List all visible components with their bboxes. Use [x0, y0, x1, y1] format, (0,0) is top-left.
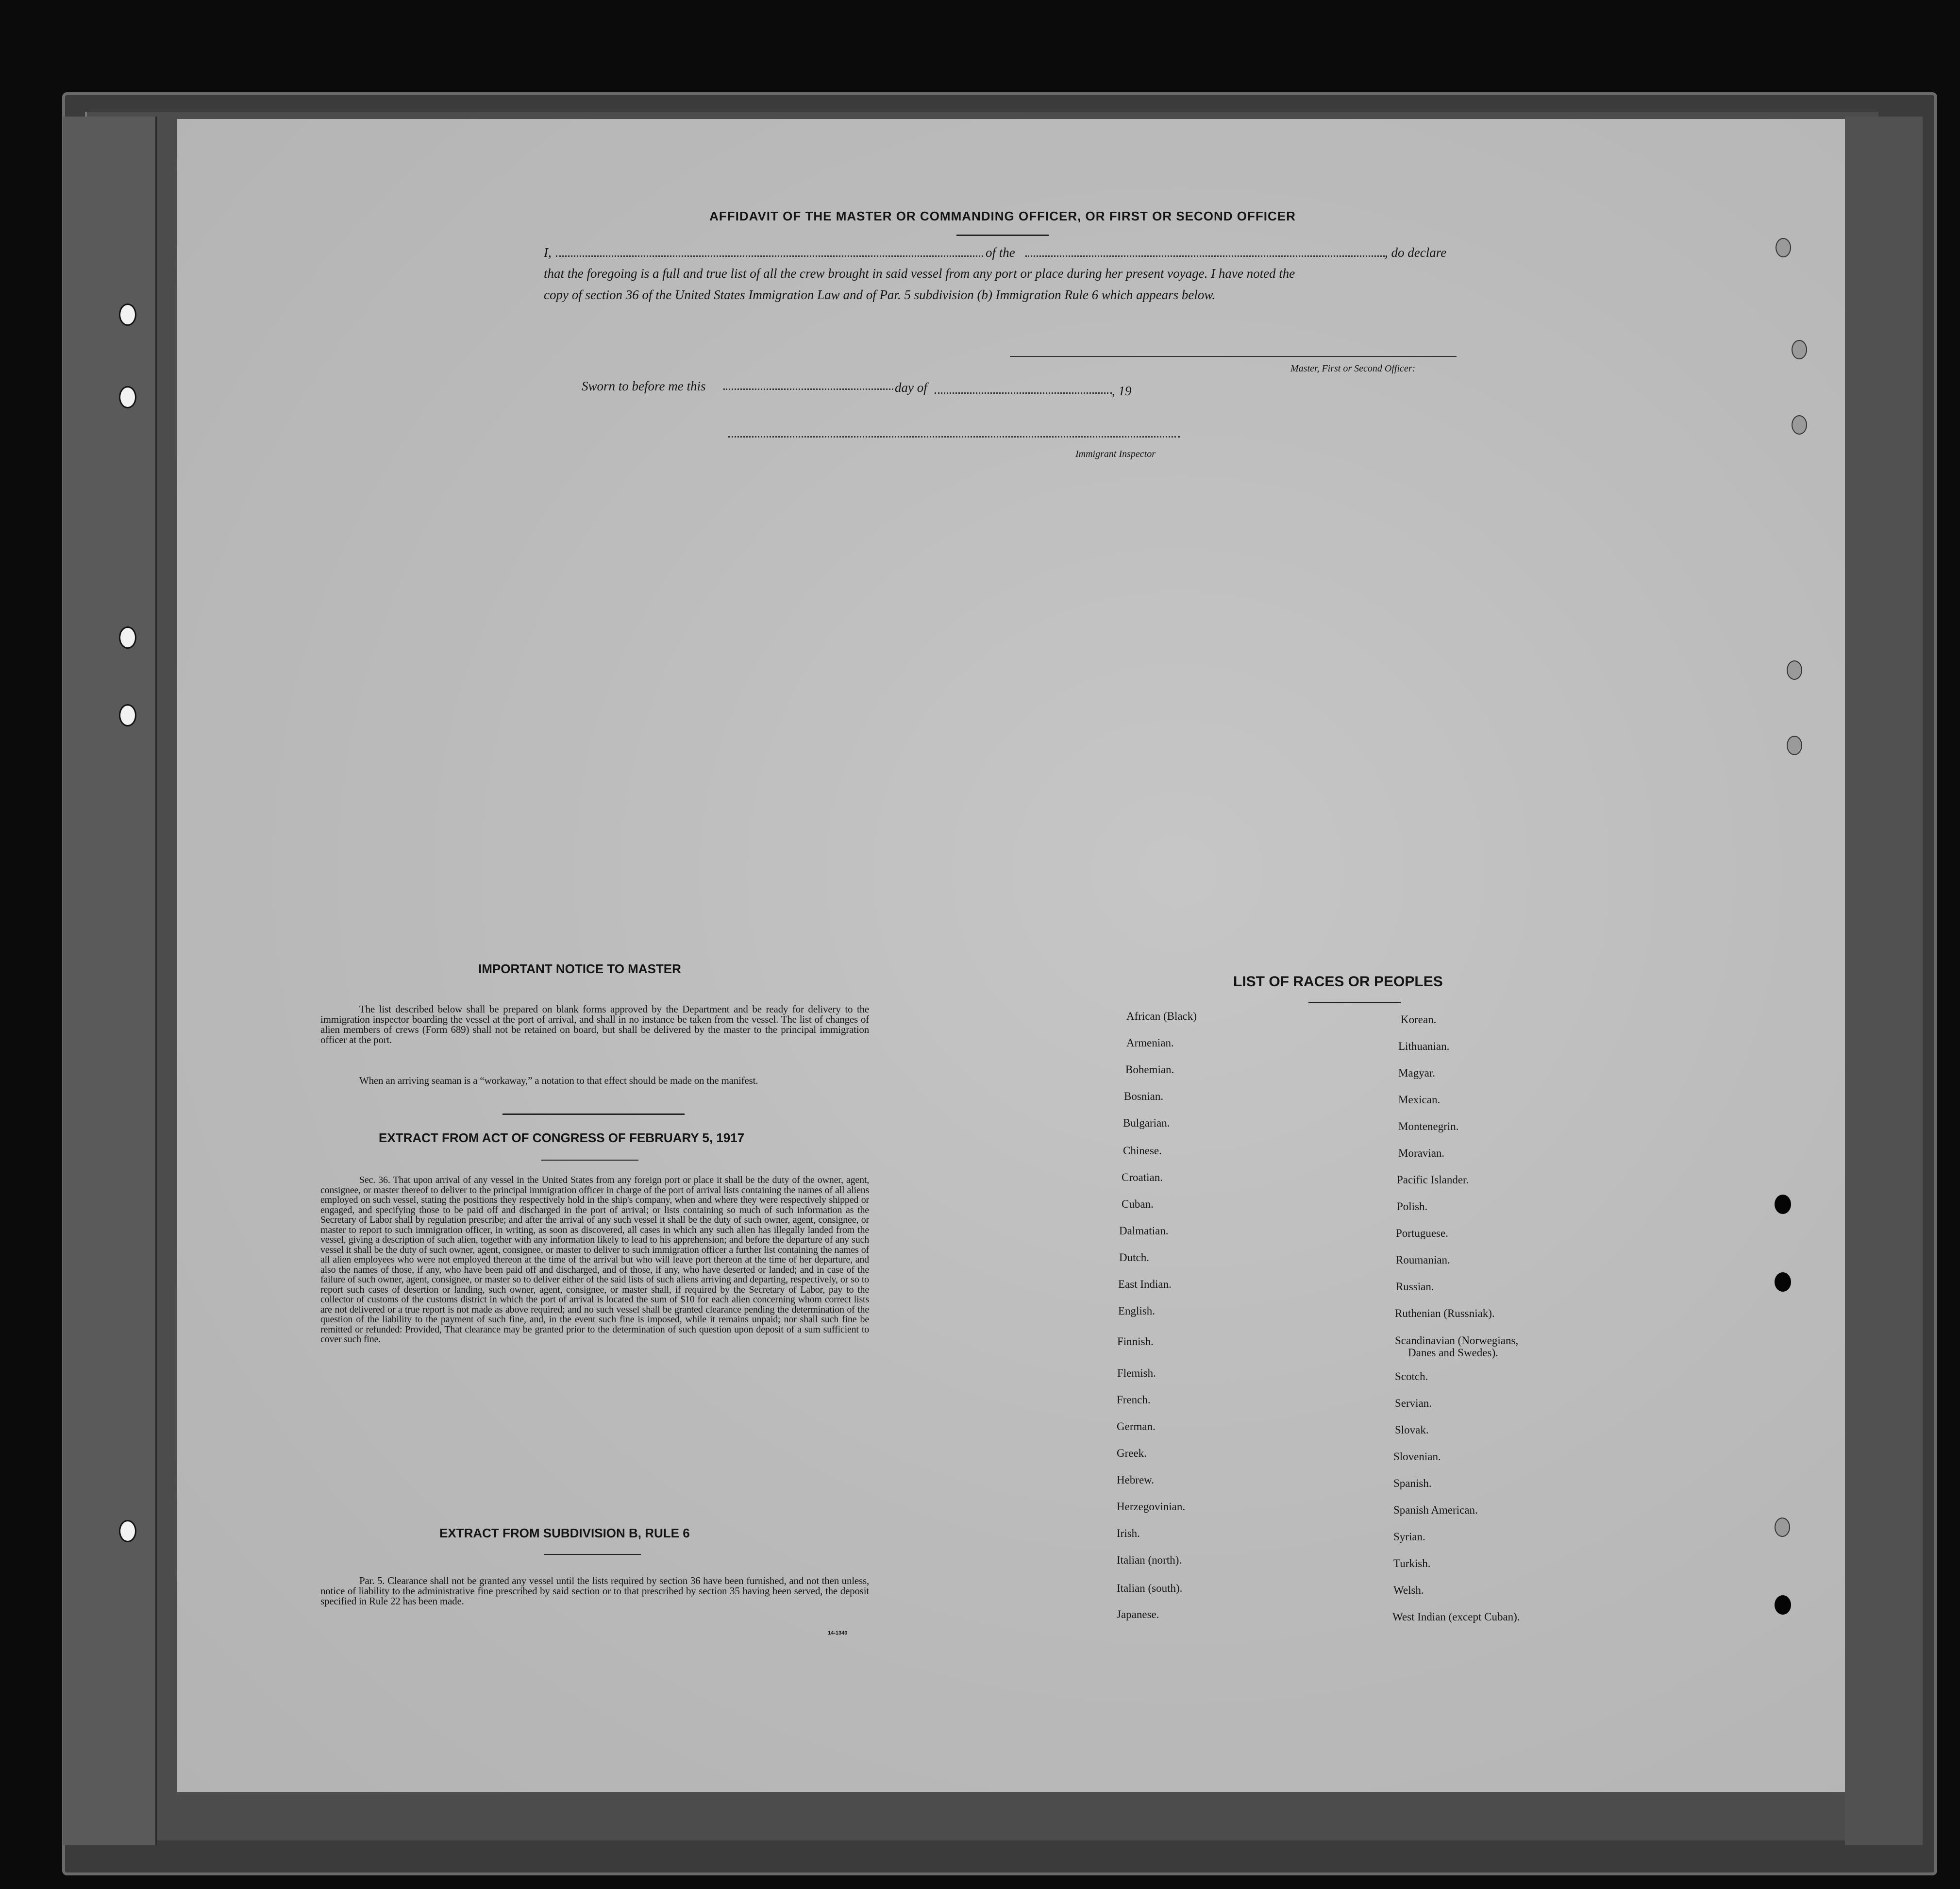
punch-hole [1775, 1195, 1791, 1214]
punch-hole [119, 704, 136, 726]
race-right-item: Syrian. [1393, 1531, 1425, 1543]
race-left-item: Italian (north). [1117, 1554, 1182, 1566]
notice-paragraph-2: When an arriving seaman is a “workaway,” a notation to that effect should be made on the manifest. [359, 1075, 758, 1086]
punch-hole [119, 386, 136, 408]
vessel-field[interactable] [1025, 255, 1385, 257]
inspector-signature-line[interactable] [728, 436, 1180, 438]
race-right-item: Ruthenian (Russniak). [1395, 1307, 1495, 1319]
extract-act-title: EXTRACT FROM ACT OF CONGRESS OF FEBRUARY 5, 1917 [379, 1130, 745, 1145]
affidavit-line2: that the foregoing is a full and true list of all the crew brought in said vessel from any port or place during her present voyage. I have noted the [544, 266, 1295, 281]
divider [1308, 1002, 1401, 1003]
punch-hole [1775, 1595, 1791, 1615]
race-left-item: English. [1118, 1305, 1156, 1317]
race-right-item: Welsh. [1393, 1584, 1424, 1596]
race-right-item: Turkish. [1393, 1557, 1431, 1569]
form-number: 14-1340 [828, 1630, 848, 1636]
affidavit-line1-end: , do declare [1385, 245, 1447, 260]
race-right-item: Slovenian. [1393, 1450, 1441, 1463]
race-left-item: Japanese. [1117, 1608, 1159, 1620]
right-binding-strip [1845, 117, 1923, 1845]
race-left-item: Croatian. [1122, 1171, 1163, 1183]
punch-hole [1776, 238, 1791, 257]
sworn-text-end: , 19 [1112, 384, 1132, 398]
race-left-item: Dalmatian. [1119, 1225, 1169, 1237]
master-signature-line[interactable] [1010, 356, 1457, 357]
punch-hole [1775, 1518, 1790, 1537]
race-right-item: Mexican. [1398, 1094, 1441, 1106]
race-left-item: German. [1117, 1420, 1156, 1433]
extract-rule-text: Par. 5. Clearance shall not be granted any vessel until the lists required by section 36 have been furnished, and not then unless, notice of liability to the administrative fine prescribed by said section or to that prescribed by section 35 having been served, the deposit specified in Rule 22 has been made. [320, 1575, 869, 1607]
sworn-text-mid: day of [895, 380, 927, 395]
divider [503, 1113, 685, 1115]
race-left-item: Dutch. [1119, 1251, 1149, 1264]
race-left-item: Chinese. [1123, 1145, 1162, 1157]
race-left-item: Bohemian. [1125, 1063, 1174, 1076]
sworn-month-field[interactable] [935, 392, 1112, 394]
notice-paragraph-1: The list described below shall be prepared on blank forms approved by the Department and be ready for delivery to the immigration inspector boarding the vessel at the port of arrival, and shall in no instance be taken from the vessel. The list of changes of alien members of crews (Form 689) shall not be retained on board, but shall be delivered by the master to the principal immigration officer at the port. [320, 1003, 869, 1046]
race-left-item: Bosnian. [1124, 1090, 1164, 1102]
race-left-item: Finnish. [1117, 1335, 1154, 1348]
race-right-item: Roumanian. [1396, 1254, 1450, 1266]
race-right-item: Scotch. [1395, 1370, 1428, 1383]
punch-hole [1792, 415, 1807, 435]
master-signature-caption: Master, First or Second Officer: [1290, 363, 1416, 374]
race-left-item: Irish. [1117, 1527, 1140, 1539]
race-right-item: Polish. [1397, 1200, 1428, 1213]
race-right-item: Russian. [1396, 1281, 1434, 1293]
race-right-item: Danes and Swedes). [1408, 1347, 1498, 1359]
race-right-item: Lithuanian. [1398, 1040, 1450, 1052]
name-field[interactable] [556, 255, 983, 257]
race-left-item: Italian (south). [1117, 1582, 1183, 1594]
race-right-item: Moravian. [1398, 1147, 1445, 1159]
race-right-item: Korean. [1401, 1013, 1437, 1026]
left-binding-strip [63, 117, 157, 1845]
race-left-item: Bulgarian. [1123, 1117, 1170, 1129]
punch-hole [1775, 1272, 1791, 1292]
punch-hole [119, 304, 136, 326]
race-right-item: Servian. [1395, 1397, 1432, 1409]
race-left-item: Armenian. [1126, 1037, 1174, 1049]
extract-rule-title: EXTRACT FROM SUBDIVISION B, RULE 6 [439, 1526, 690, 1540]
race-left-item: Flemish. [1117, 1367, 1156, 1379]
race-left-item: Hebrew. [1117, 1474, 1155, 1486]
race-left-item: French. [1117, 1394, 1151, 1406]
race-right-item: Slovak. [1395, 1424, 1429, 1436]
punch-hole [119, 626, 136, 649]
title-underline [956, 235, 1049, 236]
divider [541, 1160, 638, 1161]
punch-hole [1787, 660, 1802, 680]
extract-act-text: Sec. 36. That upon arrival of any vessel in the United States from any foreign port or place it shall be the duty of the owner, agent, consignee, or master thereof to deliver to the principal immigration officer in charge of the port of arrival lists containing the names of all aliens employed on such vessel, stating the positions they respectively hold in the ship's company, when and where they were respectively shipped or engaged, and specifying those to be paid off and discharged in the port of arrival; or lists containing so much of such information as the Secretary of Labor shall by regulation prescribe; and after the arrival of any such vessel it shall be the duty of such owner, agent, consignee, or master to report to such immigration officer, in writing, as soon as discovered, all cases in which any such alien has illegally landed from the vessel, giving a description of such alien, together with any information likely to lead to his apprehension; and before the departure of any such vessel it shall be the duty of such owner, agent, consignee, or master to deliver to such immigration officer a further list containing the names of all alien employees who were not employed thereon at the time of the arrival but who will leave port thereon at the time of her departure, and also the names of those, if any, who have been paid off and discharged, and of those, if any, who have deserted or landed; and in case of the failure of such owner, agent, consignee, or master so to deliver either of the said lists of such aliens arriving and departing, respectively, or so to report such cases of desertion or landing, such owner, agent, consignee, or master shall, if required by the Secretary of Labor, pay to the collector of customs of the customs district in which the port of arrival is located the sum of $10 for each alien concerning whom correct lists are not delivered or a true report is not made as above required; and no such vessel shall be granted clearance pending the determination of the question of the liability to the payment of such fine, and, in the event such fine is imposed, while it remains unpaid; nor shall such fine be remitted or refunded: Provided, That clearance may be granted prior to the determination of such question upon deposit of a sum sufficient to cover such fine. [320, 1175, 869, 1345]
punch-hole [119, 1520, 136, 1542]
race-left-item: Cuban. [1122, 1198, 1154, 1210]
race-left-item: East Indian. [1118, 1278, 1172, 1290]
affidavit-line1-mid: of the [986, 245, 1015, 260]
races-title: LIST OF RACES OR PEOPLES [1233, 974, 1443, 990]
divider [544, 1554, 641, 1555]
sworn-text-start: Sworn to before me this [582, 379, 706, 393]
punch-hole [1792, 340, 1807, 359]
race-right-item: Scandinavian (Norwegians, [1395, 1334, 1519, 1347]
race-right-item: Portuguese. [1396, 1227, 1448, 1239]
affidavit-line3: copy of section 36 of the United States Immigration Law and of Par. 5 subdivision (b) Immigration Rule 6 which appears below. [544, 287, 1216, 302]
inspector-caption: Immigrant Inspector [1075, 449, 1156, 459]
race-right-item: Spanish. [1393, 1477, 1432, 1489]
sworn-day-field[interactable] [723, 388, 893, 390]
punch-hole [1787, 736, 1802, 755]
affidavit-title: AFFIDAVIT OF THE MASTER OR COMMANDING OFFICER, OR FIRST OR SECOND OFFICER [709, 209, 1296, 223]
race-right-item: Magyar. [1398, 1067, 1436, 1079]
document-page [177, 119, 1845, 1792]
race-left-item: African (Black) [1126, 1010, 1197, 1022]
notice-title: IMPORTANT NOTICE TO MASTER [478, 961, 681, 976]
race-left-item: Herzegovinian. [1117, 1501, 1186, 1513]
race-right-item: Pacific Islander. [1397, 1174, 1469, 1186]
race-right-item: West Indian (except Cuban). [1392, 1611, 1520, 1623]
race-right-item: Spanish American. [1393, 1504, 1478, 1516]
race-right-item: Montenegrin. [1398, 1120, 1459, 1132]
race-left-item: Greek. [1117, 1447, 1147, 1459]
affidavit-line1-start: I, [544, 245, 552, 260]
